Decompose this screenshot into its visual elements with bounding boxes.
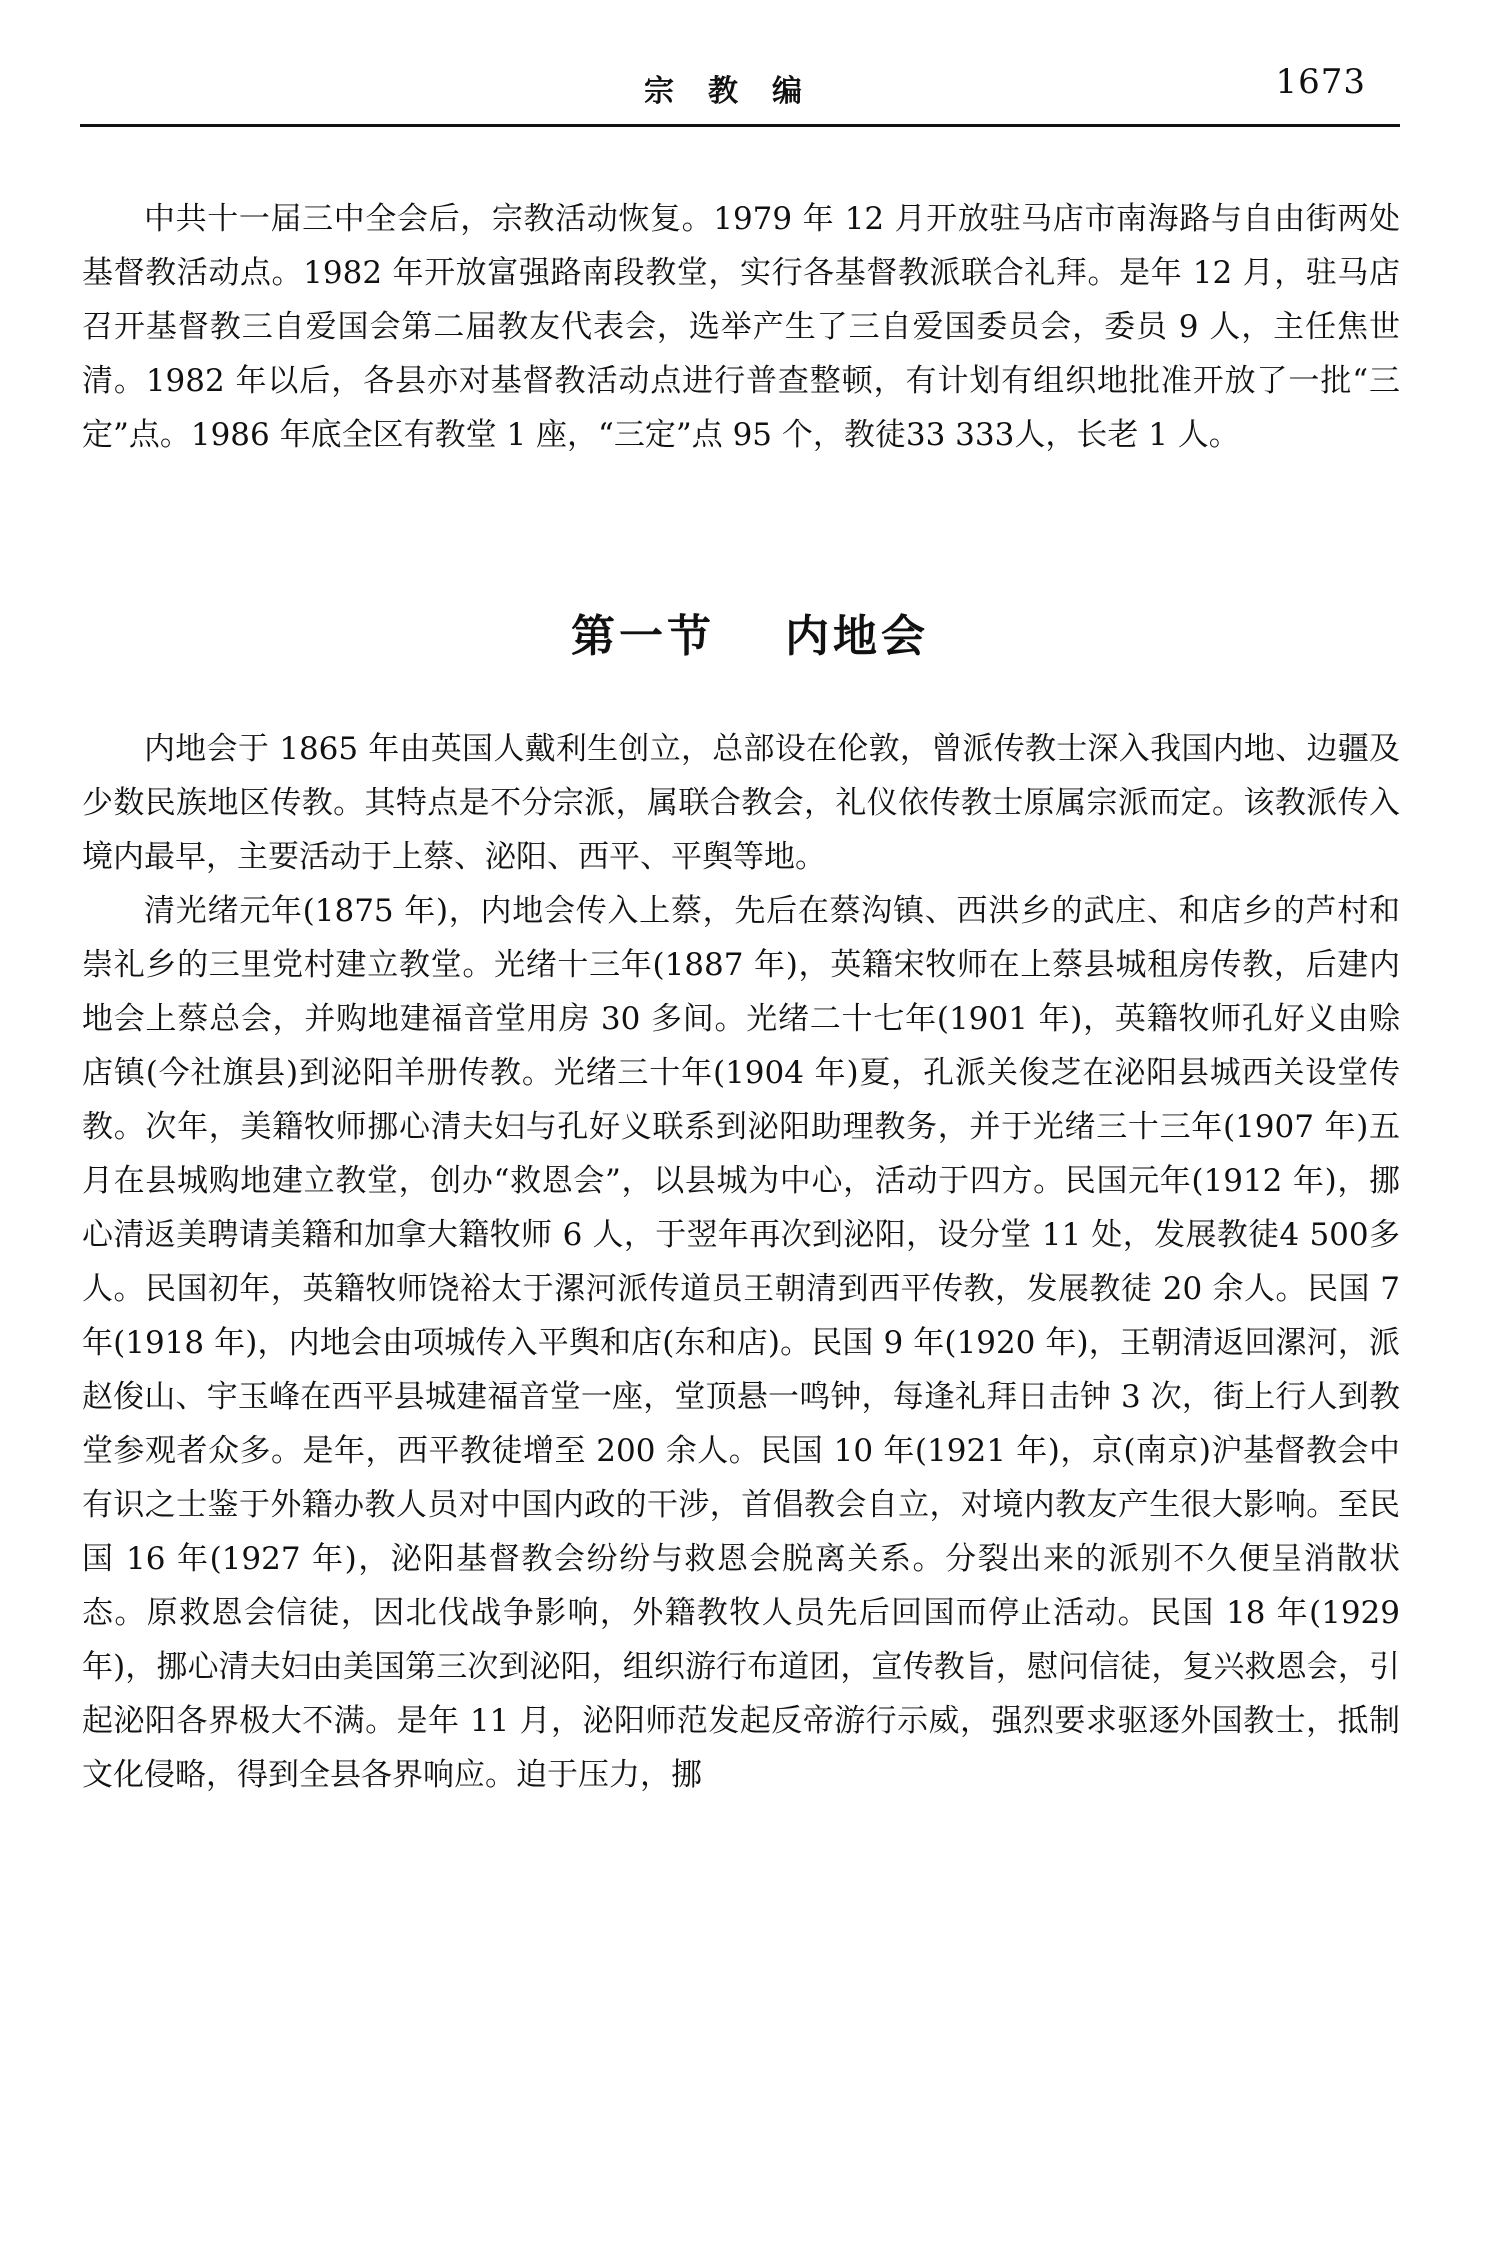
- header-rule: [80, 124, 1400, 127]
- running-header: [80, 58, 1400, 118]
- section-title: 内地会: [785, 611, 929, 662]
- section-body: [82, 722, 1400, 1802]
- section-number: 第一节: [571, 611, 715, 662]
- page-number: 1673: [1275, 62, 1366, 102]
- section-heading: [0, 600, 1500, 664]
- intro-text: [82, 192, 1400, 462]
- intro-paragraph: 中共十一届三中全会后，宗教活动恢复。1979 年 12 月开放驻马店市南海路与自由街两处基督教活动点。1982 年开放富强路南段教堂，实行各基督教派联合礼拜。是年 12 月，驻马店召开基督教三自爱国会第二届教友代表会，选举产生了三自爱国委员会，委员 9 人，主任焦世清。1982 年以后，各县亦对基督教活动点进行普查整顿，有计划有组织地批准开放了一批“三定”点。1986 年底全区有教堂 1 座，“三定”点 95 个，教徒33 333人，长老 1 人。: [82, 201, 1400, 453]
- section-paragraph-1: 内地会于 1865 年由英国人戴利生创立，总部设在伦敦，曾派传教士深入我国内地、边疆及少数民族地区传教。其特点是不分宗派，属联合教会，礼仪依传教士原属宗派而定。该教派传入境内最早，主要活动于上蔡、泌阳、西平、平舆等地。: [82, 731, 1400, 875]
- running-title: 宗教编: [644, 74, 836, 109]
- section-paragraph-2: 清光绪元年(1875 年)，内地会传入上蔡，先后在蔡沟镇、西洪乡的武庄、和店乡的芦村和崇礼乡的三里党村建立教堂。光绪十三年(1887 年)，英籍宋牧师在上蔡县城租房传教，后建内地会上蔡总会，并购地建福音堂用房 30 多间。光绪二十七年(1901 年)，英籍牧师孔好义由赊店镇(今社旗县)到泌阳羊册传教。光绪三十年(1904 年)夏，孔派关俊芝在泌阳县城西关设堂传教。次年，美籍牧师挪心清夫妇与孔好义联系到泌阳助理教务，并于光绪三十三年(1907 年)五月在县城购地建立教堂，创办“救恩会”，以县城为中心，活动于四方。民国元年(1912 年)，挪心清返美聘请美籍和加拿大籍牧师 6 人，于翌年再次到泌阳，设分堂 11 处，发展教徒4 500多人。民国初年，英籍牧师饶裕太于漯河派传道员王朝清到西平传教，发展教徒 20 余人。民国 7 年(1918 年)，内地会由项城传入平舆和店(东和店)。民国 9 年(1920 年)，王朝清返回漯河，派赵俊山、宇玉峰在西平县城建福音堂一座，堂顶悬一鸣钟，每逢礼拜日击钟 3 次，街上行人到教堂参观者众多。是年，西平教徒增至 200 余人。民国 10 年(1921 年)，京(南京)沪基督教会中有识之士鉴于外籍办教人员对中国内政的干涉，首倡教会自立，对境内教友产生很大影响。至民国 16 年(1927 年)，泌阳基督教会纷纷与救恩会脱离关系。分裂出来的派别不久便呈消散状态。原救恩会信徒，因北伐战争影响，外籍教牧人员先后回国而停止活动。民国 18 年(1929 年)，挪心清夫妇由美国第三次到泌阳，组织游行布道团，宣传教旨，慰问信徒，复兴救恩会，引起泌阳各界极大不满。是年 11 月，泌阳师范发起反帝游行示威，强烈要求驱逐外国教士，抵制文化侵略，得到全县各界响应。迫于压力，挪: [82, 893, 1400, 1793]
